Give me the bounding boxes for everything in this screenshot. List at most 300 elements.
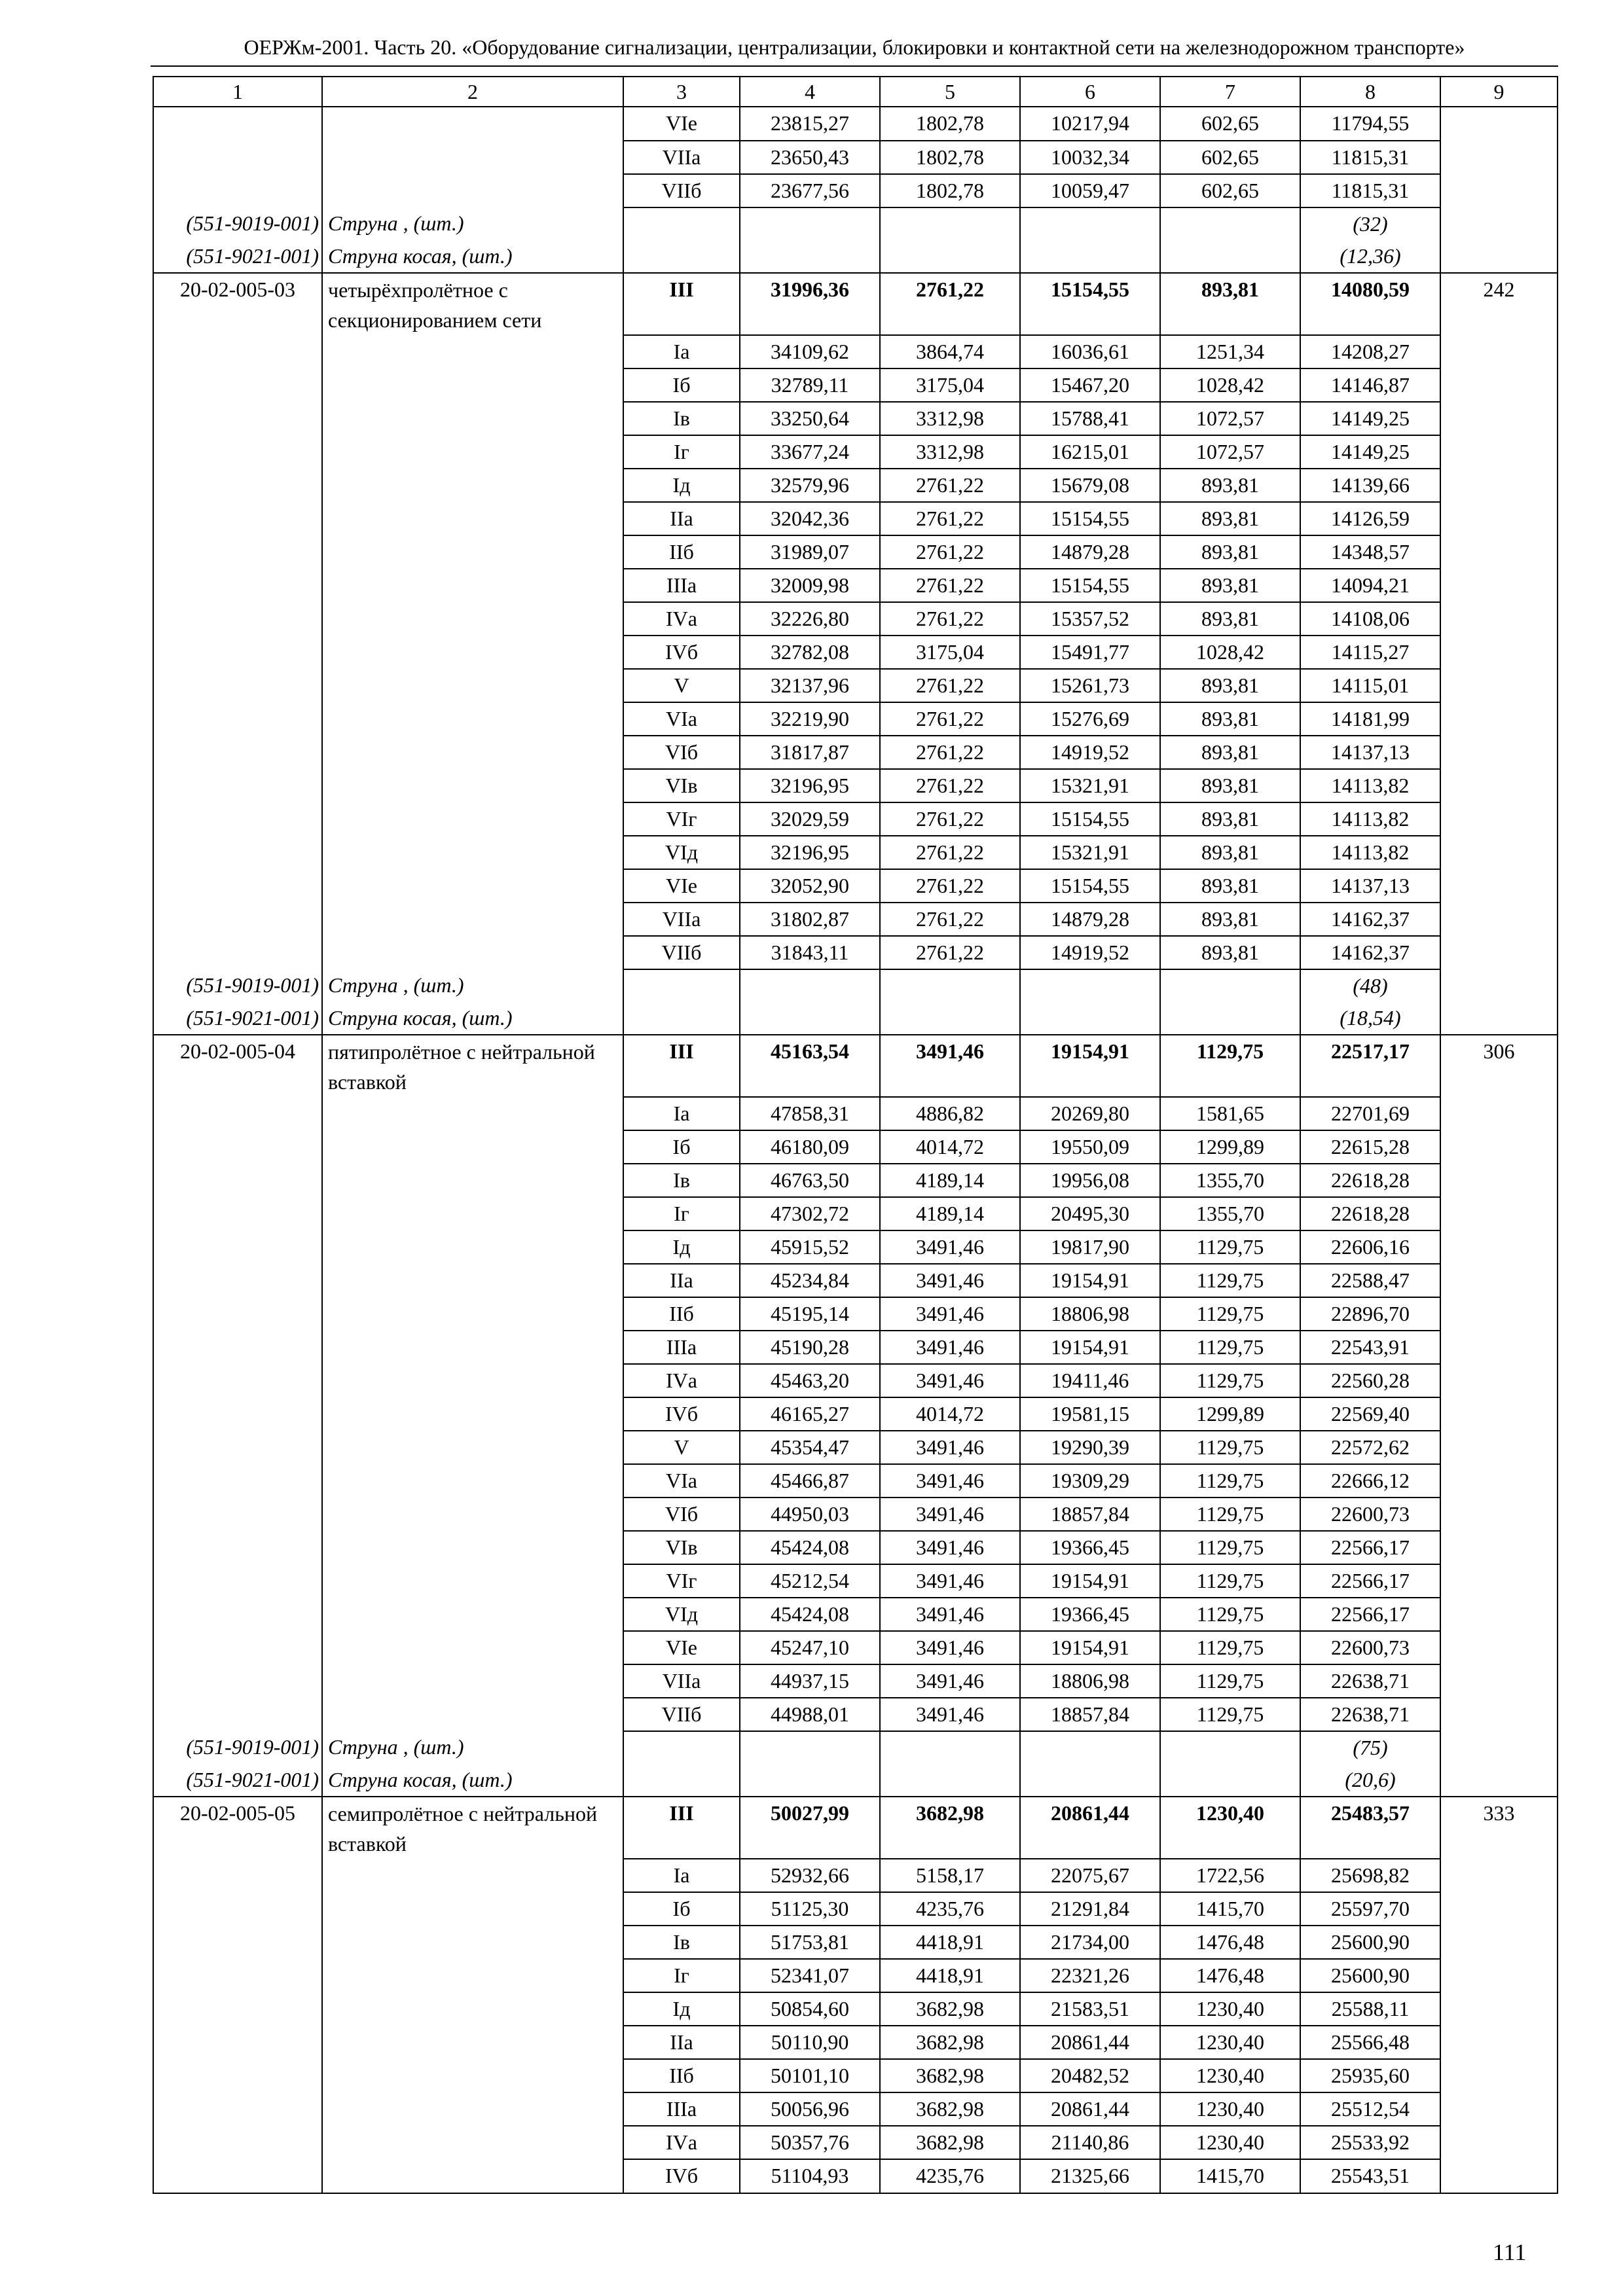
value-cell: 14149,25 (1300, 435, 1440, 469)
value-cell: 19581,15 (1020, 1397, 1160, 1431)
value-cell: 46763,50 (740, 1164, 880, 1197)
value-cell: 15467,20 (1020, 368, 1160, 402)
value-cell: 3682,98 (880, 2126, 1020, 2159)
table-row (153, 1992, 1558, 2026)
col9-cell (1440, 1002, 1558, 1035)
value-cell: 50101,10 (740, 2059, 880, 2092)
table-row (153, 1892, 1558, 1926)
value-cell: 14113,82 (1300, 769, 1440, 802)
value-cell: 51104,93 (740, 2159, 880, 2193)
name-cell (322, 535, 623, 569)
value-cell: 14181,99 (1300, 702, 1440, 736)
value-cell: 50854,60 (740, 1992, 880, 2026)
material-name: Струна , (шт.) (322, 969, 623, 1002)
zone-cell: VIIб (623, 1698, 740, 1731)
value-cell: 21734,00 (1020, 1926, 1160, 1959)
name-cell (322, 669, 623, 702)
empty-cell (880, 969, 1020, 1002)
code-cell (153, 141, 322, 174)
value-cell: 15321,91 (1020, 769, 1160, 802)
value-cell: 2761,22 (880, 535, 1020, 569)
value-cell: 3491,46 (880, 1698, 1020, 1731)
name-cell (322, 469, 623, 502)
value-cell: 1230,40 (1160, 2059, 1300, 2092)
col9-cell (1440, 1598, 1558, 1631)
table-row (153, 669, 1558, 702)
value-cell: 893,81 (1160, 669, 1300, 702)
table-row (153, 2026, 1558, 2059)
zone-cell: Iд (623, 1992, 740, 2026)
code-cell (153, 769, 322, 802)
value-cell: 14146,87 (1300, 368, 1440, 402)
zone-cell: IVа (623, 2126, 740, 2159)
empty-cell (740, 1764, 880, 1797)
value-cell: 2761,22 (880, 802, 1020, 836)
value-cell: 2761,22 (880, 869, 1020, 903)
value-cell: 3312,98 (880, 435, 1020, 469)
table-row (153, 602, 1558, 636)
zone-cell: VIIа (623, 1664, 740, 1698)
value-cell: 50357,76 (740, 2126, 880, 2159)
code-cell (153, 836, 322, 869)
table-row (153, 836, 1558, 869)
zone-cell: IIIа (623, 2092, 740, 2126)
value-cell: 14162,37 (1300, 903, 1440, 936)
code-cell (153, 802, 322, 836)
col9-cell (1440, 402, 1558, 435)
value-cell: 32196,95 (740, 769, 880, 802)
name-cell (322, 1892, 623, 1926)
value-cell: 4418,91 (880, 1959, 1020, 1992)
value-cell: 25512,54 (1300, 2092, 1440, 2126)
code-cell (153, 2026, 322, 2059)
name-cell (322, 836, 623, 869)
value-cell: 1129,75 (1160, 1264, 1300, 1297)
value-cell: 3682,98 (880, 2026, 1020, 2059)
code-cell (153, 1698, 322, 1731)
code-cell (153, 402, 322, 435)
value-cell: 32029,59 (740, 802, 880, 836)
name-cell (322, 2059, 623, 2092)
value-cell: 22666,12 (1300, 1464, 1440, 1498)
value-cell: 45247,10 (740, 1631, 880, 1664)
value-cell: 44950,03 (740, 1498, 880, 1531)
table-row (153, 2092, 1558, 2126)
value-cell: 23650,43 (740, 141, 880, 174)
col9-cell (1440, 1197, 1558, 1230)
value-cell: 15154,55 (1020, 502, 1160, 535)
table-row (153, 368, 1558, 402)
empty-cell (1020, 969, 1160, 1002)
value-cell: 15357,52 (1020, 602, 1160, 636)
value-cell: 2761,22 (880, 836, 1020, 869)
value-cell: 45195,14 (740, 1297, 880, 1331)
value-cell: 14919,52 (1020, 936, 1160, 969)
col9-cell (1440, 1097, 1558, 1130)
table-row (153, 469, 1558, 502)
empty-cell (1020, 1764, 1160, 1797)
zone-cell: IIа (623, 2026, 740, 2059)
value-cell: 22618,28 (1300, 1164, 1440, 1197)
code-cell (153, 1598, 322, 1631)
value-cell: 14139,66 (1300, 469, 1440, 502)
value-cell: 25588,11 (1300, 1992, 1440, 2026)
value-cell: 22569,40 (1300, 1397, 1440, 1431)
name-cell (322, 736, 623, 769)
material-row (153, 240, 1558, 273)
column-header: 2 (322, 77, 623, 107)
zone-cell: Iд (623, 1230, 740, 1264)
empty-cell (740, 1731, 880, 1764)
value-cell: 15154,55 (1020, 273, 1160, 335)
table-row (153, 769, 1558, 802)
value-cell: 14094,21 (1300, 569, 1440, 602)
zone-cell: Iб (623, 1130, 740, 1164)
name-cell: семипролётное с нейтральной вставкой (322, 1797, 623, 1859)
name-cell (322, 1992, 623, 2026)
value-cell: 4014,72 (880, 1130, 1020, 1164)
name-cell (322, 602, 623, 636)
value-cell: 21291,84 (1020, 1892, 1160, 1926)
value-cell: 3491,46 (880, 1531, 1020, 1564)
value-cell: 3491,46 (880, 1230, 1020, 1264)
value-cell: 19154,91 (1020, 1631, 1160, 1664)
zone-cell: IIа (623, 502, 740, 535)
value-cell: 1129,75 (1160, 1431, 1300, 1464)
col9-cell (1440, 1397, 1558, 1431)
name-cell (322, 1364, 623, 1397)
value-cell: 1230,40 (1160, 1797, 1300, 1859)
value-cell: 15154,55 (1020, 569, 1160, 602)
zone-cell: VIб (623, 1498, 740, 1531)
empty-cell (880, 1731, 1020, 1764)
value-cell: 4189,14 (880, 1197, 1020, 1230)
value-cell: 32137,96 (740, 669, 880, 702)
value-cell: 2761,22 (880, 569, 1020, 602)
code-cell (153, 1892, 322, 1926)
name-cell (322, 435, 623, 469)
value-cell: 22615,28 (1300, 1130, 1440, 1164)
name-cell (322, 2126, 623, 2159)
material-code: (551-9019-001) (153, 969, 322, 1002)
value-cell: 14108,06 (1300, 602, 1440, 636)
value-cell: 51753,81 (740, 1926, 880, 1959)
empty-cell (740, 1002, 880, 1035)
value-cell: 44937,15 (740, 1664, 880, 1698)
empty-cell (740, 207, 880, 240)
value-cell: 46165,27 (740, 1397, 880, 1431)
table-row (153, 535, 1558, 569)
table-row (153, 1264, 1558, 1297)
col9-cell (1440, 335, 1558, 368)
value-cell: 3491,46 (880, 1664, 1020, 1698)
column-header: 5 (880, 77, 1020, 107)
value-cell: 1476,48 (1160, 1926, 1300, 1959)
code-cell (153, 368, 322, 402)
value-cell: 32042,36 (740, 502, 880, 535)
name-cell (322, 1859, 623, 1892)
table-row (153, 335, 1558, 368)
col9-cell (1440, 2026, 1558, 2059)
zone-cell: VIа (623, 1464, 740, 1498)
zone-cell: Iа (623, 1097, 740, 1130)
value-cell: 45163,54 (740, 1035, 880, 1097)
col9-cell (1440, 1264, 1558, 1297)
code-cell: 20-02-005-03 (153, 273, 322, 335)
zone-cell: VIд (623, 1598, 740, 1631)
code-cell (153, 2059, 322, 2092)
code-cell (153, 1464, 322, 1498)
code-cell (153, 936, 322, 969)
name-cell (322, 1531, 623, 1564)
code-cell (153, 1664, 322, 1698)
value-cell: 51125,30 (740, 1892, 880, 1926)
value-cell: 1129,75 (1160, 1230, 1300, 1264)
zone-cell: IVа (623, 602, 740, 636)
code-cell (153, 1097, 322, 1130)
value-cell: 18857,84 (1020, 1498, 1160, 1531)
value-cell: 14162,37 (1300, 936, 1440, 969)
value-cell: 25566,48 (1300, 2026, 1440, 2059)
value-cell: 25698,82 (1300, 1859, 1440, 1892)
col9-cell (1440, 1764, 1558, 1797)
value-cell: 32009,98 (740, 569, 880, 602)
value-cell: 3682,98 (880, 2059, 1020, 2092)
value-cell: 14208,27 (1300, 335, 1440, 368)
value-cell: 3175,04 (880, 368, 1020, 402)
value-cell: 1476,48 (1160, 1959, 1300, 1992)
value-cell: 19154,91 (1020, 1564, 1160, 1598)
code-cell (153, 1164, 322, 1197)
zone-cell: Iд (623, 469, 740, 502)
col9-cell: 242 (1440, 273, 1558, 335)
value-cell: 47858,31 (740, 1097, 880, 1130)
col9-cell (1440, 1297, 1558, 1331)
col9-cell (1440, 1464, 1558, 1498)
column-number-row (153, 77, 1558, 107)
material-row (153, 1764, 1558, 1797)
value-cell: 5158,17 (880, 1859, 1020, 1892)
empty-cell (740, 969, 880, 1002)
col9-cell (1440, 469, 1558, 502)
empty-cell (1020, 1002, 1160, 1035)
value-cell: 893,81 (1160, 569, 1300, 602)
value-cell: 50110,90 (740, 2026, 880, 2059)
value-cell: 1355,70 (1160, 1197, 1300, 1230)
value-cell: 11815,31 (1300, 141, 1440, 174)
col9-cell (1440, 1364, 1558, 1397)
col9-cell: 333 (1440, 1797, 1558, 1859)
value-cell: 31996,36 (740, 273, 880, 335)
value-cell: 45354,47 (740, 1431, 880, 1464)
value-cell: 893,81 (1160, 469, 1300, 502)
name-cell (322, 569, 623, 602)
code-cell (153, 2126, 322, 2159)
empty-cell (1160, 207, 1300, 240)
value-cell: 31843,11 (740, 936, 880, 969)
name-cell (322, 1564, 623, 1598)
empty-cell (1160, 1002, 1300, 1035)
zone-cell: VIг (623, 802, 740, 836)
value-cell: 32782,08 (740, 636, 880, 669)
col9-cell (1440, 2159, 1558, 2193)
table-row (153, 1859, 1558, 1892)
col9-cell (1440, 1498, 1558, 1531)
code-cell (153, 702, 322, 736)
value-cell: 20269,80 (1020, 1097, 1160, 1130)
price-table (153, 76, 1558, 2194)
name-cell (322, 1631, 623, 1664)
zone-cell: VIб (623, 736, 740, 769)
zone-cell: VIг (623, 1564, 740, 1598)
material-qty: (18,54) (1300, 1002, 1440, 1035)
code-cell (153, 1498, 322, 1531)
value-cell: 19154,91 (1020, 1331, 1160, 1364)
value-cell: 1299,89 (1160, 1130, 1300, 1164)
value-cell: 3491,46 (880, 1498, 1020, 1531)
column-header: 3 (623, 77, 740, 107)
zone-cell: VIе (623, 107, 740, 141)
value-cell: 2761,22 (880, 602, 1020, 636)
value-cell: 1129,75 (1160, 1464, 1300, 1498)
code-cell (153, 435, 322, 469)
col9-cell (1440, 836, 1558, 869)
empty-cell (1160, 240, 1300, 273)
material-qty: (20,6) (1300, 1764, 1440, 1797)
value-cell: 893,81 (1160, 769, 1300, 802)
value-cell: 22321,26 (1020, 1959, 1160, 1992)
value-cell: 25600,90 (1300, 1959, 1440, 1992)
value-cell: 19309,29 (1020, 1464, 1160, 1498)
empty-cell (1020, 1731, 1160, 1764)
zone-cell: V (623, 669, 740, 702)
value-cell: 22566,17 (1300, 1598, 1440, 1631)
zone-cell: Iб (623, 368, 740, 402)
code-cell (153, 1297, 322, 1331)
value-cell: 22896,70 (1300, 1297, 1440, 1331)
zone-cell: V (623, 1431, 740, 1464)
code-cell (153, 1859, 322, 1892)
table-row (153, 802, 1558, 836)
table-row (153, 1397, 1558, 1431)
col9-cell (1440, 1959, 1558, 1992)
col9-cell (1440, 1664, 1558, 1698)
zone-cell: VIIб (623, 936, 740, 969)
name-cell (322, 1097, 623, 1130)
value-cell: 45212,54 (740, 1564, 880, 1598)
value-cell: 2761,22 (880, 273, 1020, 335)
material-name: Струна , (шт.) (322, 1731, 623, 1764)
col9-cell (1440, 1731, 1558, 1764)
name-cell (322, 869, 623, 903)
value-cell: 11815,31 (1300, 174, 1440, 207)
code-cell (153, 2092, 322, 2126)
value-cell: 14137,13 (1300, 869, 1440, 903)
table-row (153, 1230, 1558, 1264)
table-row (153, 1498, 1558, 1531)
value-cell: 14115,01 (1300, 669, 1440, 702)
code-cell (153, 1631, 322, 1664)
value-cell: 14126,59 (1300, 502, 1440, 535)
column-header: 8 (1300, 77, 1440, 107)
running-header: ОЕРЖм-2001. Часть 20. «Оборудование сигнализации, централизации, блокировки и контактной сети на железнодорожном транспорте» (244, 35, 1465, 59)
table-row (153, 502, 1558, 535)
value-cell: 32219,90 (740, 702, 880, 736)
value-cell: 22618,28 (1300, 1197, 1440, 1230)
value-cell: 14879,28 (1020, 535, 1160, 569)
material-name: Струна косая, (шт.) (322, 1764, 623, 1797)
material-qty: (32) (1300, 207, 1440, 240)
zone-cell: Iб (623, 1892, 740, 1926)
table-row (153, 569, 1558, 602)
table-row (153, 1631, 1558, 1664)
zone-cell: IVб (623, 636, 740, 669)
table-row (153, 1664, 1558, 1698)
code-cell (153, 669, 322, 702)
value-cell: 47302,72 (740, 1197, 880, 1230)
zone-cell: Iв (623, 1164, 740, 1197)
col9-cell (1440, 1331, 1558, 1364)
value-cell: 44988,01 (740, 1698, 880, 1731)
material-qty: (75) (1300, 1731, 1440, 1764)
value-cell: 1415,70 (1160, 2159, 1300, 2193)
value-cell: 4235,76 (880, 1892, 1020, 1926)
value-cell: 14879,28 (1020, 903, 1160, 936)
value-cell: 893,81 (1160, 502, 1300, 535)
name-cell (322, 903, 623, 936)
value-cell: 1722,56 (1160, 1859, 1300, 1892)
zone-cell: Iв (623, 1926, 740, 1959)
value-cell: 602,65 (1160, 174, 1300, 207)
zone-cell: IIб (623, 2059, 740, 2092)
zone-cell: Iг (623, 1959, 740, 1992)
name-cell (322, 1698, 623, 1731)
value-cell: 11794,55 (1300, 107, 1440, 141)
col9-cell (1440, 1230, 1558, 1264)
value-cell: 10217,94 (1020, 107, 1160, 141)
value-cell: 1802,78 (880, 141, 1020, 174)
col9-cell (1440, 802, 1558, 836)
code-cell (153, 535, 322, 569)
value-cell: 22588,47 (1300, 1264, 1440, 1297)
value-cell: 1230,40 (1160, 2126, 1300, 2159)
code-cell (153, 1992, 322, 2026)
value-cell: 31817,87 (740, 736, 880, 769)
col9-cell (1440, 1431, 1558, 1464)
code-cell (153, 335, 322, 368)
name-cell (322, 335, 623, 368)
value-cell: 1415,70 (1160, 1892, 1300, 1926)
value-cell: 14137,13 (1300, 736, 1440, 769)
value-cell: 1230,40 (1160, 2092, 1300, 2126)
table-row (153, 273, 1558, 335)
col9-cell (1440, 869, 1558, 903)
col9-cell (1440, 636, 1558, 669)
table-row (153, 435, 1558, 469)
value-cell: 893,81 (1160, 903, 1300, 936)
value-cell: 22075,67 (1020, 1859, 1160, 1892)
value-cell: 1129,75 (1160, 1698, 1300, 1731)
material-code: (551-9021-001) (153, 1002, 322, 1035)
value-cell: 2761,22 (880, 469, 1020, 502)
value-cell: 45915,52 (740, 1230, 880, 1264)
col9-cell (1440, 368, 1558, 402)
value-cell: 14113,82 (1300, 802, 1440, 836)
code-cell (153, 1564, 322, 1598)
column-header: 4 (740, 77, 880, 107)
name-cell (322, 636, 623, 669)
zone-cell: IIIа (623, 569, 740, 602)
